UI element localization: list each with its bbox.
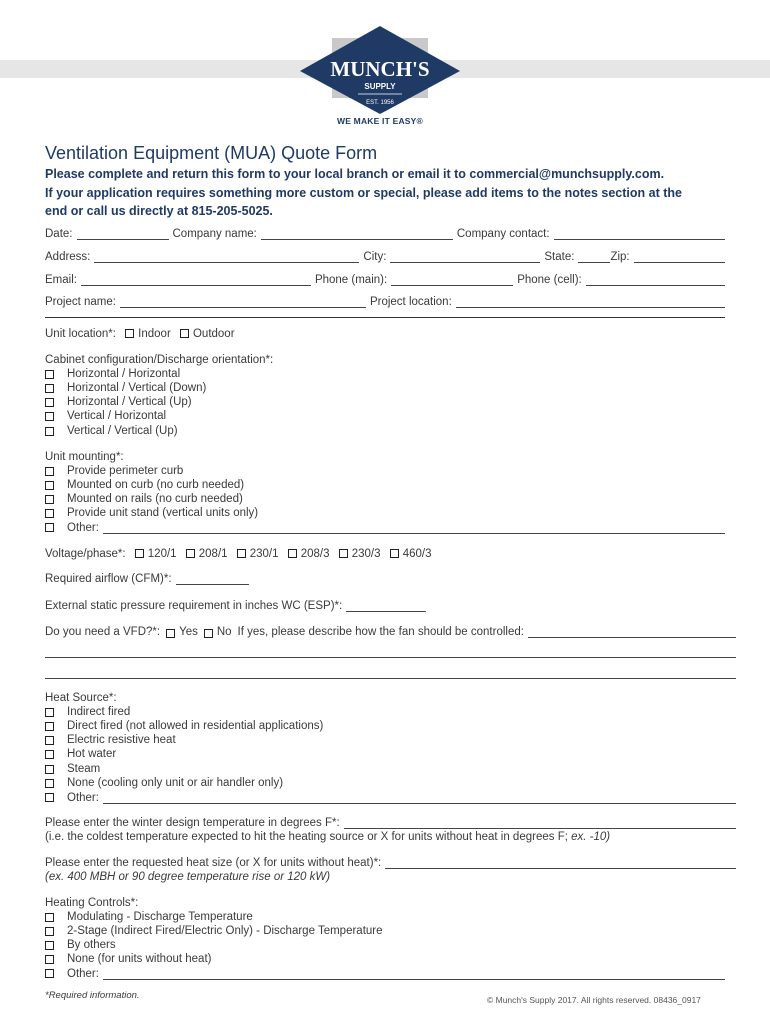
checkbox[interactable] — [45, 941, 54, 950]
project-name-label: Project name: — [45, 296, 116, 308]
state-label: State: — [544, 251, 575, 263]
vfd-describe-field[interactable] — [528, 625, 736, 638]
city-field[interactable] — [390, 250, 540, 263]
checkbox[interactable] — [45, 750, 54, 759]
voltage-row — [45, 548, 431, 560]
heat-source-option — [45, 748, 116, 760]
checkbox[interactable] — [45, 793, 54, 802]
phone-main-label: Phone (main): — [314, 274, 388, 286]
project-location-label: Project location: — [369, 296, 452, 308]
checkbox[interactable] — [45, 779, 54, 788]
cabinet-option — [45, 368, 180, 380]
company-logo — [298, 24, 462, 132]
email-field[interactable] — [81, 273, 311, 286]
heating-controls-option — [45, 939, 116, 951]
zip-field[interactable] — [634, 250, 725, 263]
heat-source-option — [45, 777, 283, 789]
intro-line: end or call us directly at 815-205-5025. — [45, 204, 273, 218]
esp-label: External static pressure requirement in inches WC (ESP)*: — [45, 600, 343, 612]
contact-row-2 — [45, 247, 725, 263]
cabinet-label: Cabinet configuration/Discharge orientation*: — [45, 354, 274, 366]
vfd-row — [45, 625, 736, 638]
tagline: WE MAKE IT EASY® — [337, 116, 423, 126]
vfd-notes-line[interactable] — [45, 657, 736, 658]
voltage-label: Voltage/phase*: — [45, 548, 126, 560]
intro-line: If your application requires something more custom or special, please add items to the notes section at the — [45, 185, 682, 200]
checkbox[interactable] — [45, 384, 54, 393]
checkbox[interactable] — [45, 736, 54, 745]
voltage-option: 230/3 — [351, 548, 381, 560]
checkbox[interactable] — [45, 412, 54, 421]
cabinet-option — [45, 410, 166, 422]
heat-size-note: (ex. 400 MBH or 90 degree temperature rise or 120 kW) — [45, 871, 331, 883]
cabinet-option — [45, 382, 206, 394]
option-label: Modulating - Discharge Temperature — [67, 911, 253, 923]
option-label: 2-Stage (Indirect Fired/Electric Only) - Discharge Temperature — [67, 925, 383, 937]
cabinet-option — [45, 425, 178, 437]
phone-cell-field[interactable] — [586, 273, 725, 286]
checkbox[interactable] — [45, 722, 54, 731]
voltage-option: 208/1 — [198, 548, 228, 560]
checkbox[interactable] — [45, 481, 54, 490]
checkbox[interactable] — [45, 495, 54, 504]
airflow-row — [45, 572, 249, 585]
option-label: Vertical / Horizontal — [67, 410, 167, 422]
cabinet-option — [45, 396, 192, 408]
heating-controls-option — [45, 953, 211, 965]
heat-size-label: Please enter the requested heat size (or X for units without heat)*: — [45, 857, 382, 869]
heat-source-option — [45, 763, 100, 775]
airflow-label: Required airflow (CFM)*: — [45, 573, 172, 585]
intro-line: Please complete and return this form to your local branch or email it to commercial@munchsupply.com. — [45, 167, 665, 181]
winter-temp-field[interactable] — [344, 816, 736, 829]
vfd-yes-label: Yes — [179, 626, 198, 638]
heat-size-field[interactable] — [385, 856, 736, 869]
checkbox[interactable] — [45, 398, 54, 407]
heating-controls-other-option — [45, 967, 725, 980]
zip-label: Zip: — [610, 251, 630, 263]
esp-row — [45, 599, 426, 612]
logo-established: EST. 1956 — [366, 100, 394, 106]
indoor-checkbox[interactable] — [125, 329, 134, 338]
city-label: City: — [363, 251, 387, 263]
heat-source-label: Heat Source*: — [45, 692, 117, 704]
address-label: Address: — [45, 251, 91, 263]
heating-controls-option — [45, 925, 383, 937]
winter-temp-label: Please enter the winter design temperature in degrees F*: — [45, 817, 340, 829]
heat-size-row — [45, 856, 736, 869]
heat-source-option — [45, 706, 130, 718]
checkbox[interactable] — [45, 467, 54, 476]
company-contact-field[interactable] — [554, 227, 725, 240]
option-label: Hot water — [67, 748, 117, 760]
copyright: © Munch's Supply 2017. All rights reserved. 08436_0917 — [487, 995, 701, 1005]
heating-controls-other-field[interactable] — [103, 967, 725, 980]
option-label: None (for units without heat) — [67, 953, 212, 965]
esp-field[interactable] — [346, 599, 426, 612]
heat-source-other-option — [45, 791, 736, 804]
option-label: Provide perimeter curb — [67, 465, 184, 477]
option-label: Mounted on rails (no curb needed) — [67, 493, 243, 505]
option-label: By others — [67, 939, 116, 951]
option-label: Steam — [67, 763, 101, 775]
checkbox[interactable] — [237, 549, 246, 558]
checkbox[interactable] — [45, 370, 54, 379]
winter-temp-note-text: (i.e. the coldest temperature expected to hit the heating source or X for units without heat in degrees F; — [45, 831, 568, 843]
project-name-field[interactable] — [120, 295, 366, 308]
logo-subword: SUPPLY — [364, 82, 396, 91]
option-label: Indirect fired — [67, 706, 131, 718]
mounting-other-option — [45, 521, 725, 534]
checkbox[interactable] — [45, 427, 54, 436]
company-name-label: Company name: — [172, 228, 257, 240]
winter-temp-note-example: ex. -10) — [567, 831, 611, 843]
option-label: Provide unit stand (vertical units only) — [67, 507, 259, 519]
mounting-option — [45, 479, 244, 491]
vfd-notes-line[interactable] — [45, 678, 736, 679]
address-field[interactable] — [94, 250, 359, 263]
voltage-option: 120/1 — [147, 548, 177, 560]
company-name-field[interactable] — [261, 227, 453, 240]
checkbox[interactable] — [45, 523, 54, 532]
required-note: *Required information. — [45, 990, 140, 1001]
section-divider — [45, 317, 725, 318]
checkbox[interactable] — [45, 913, 54, 922]
contact-row-4 — [45, 292, 725, 308]
checkbox[interactable] — [390, 549, 399, 558]
voltage-option: 460/3 — [402, 548, 432, 560]
email-label: Email: — [45, 274, 77, 286]
voltage-option: 208/3 — [300, 548, 330, 560]
heat-source-other-field[interactable] — [103, 791, 736, 804]
option-label: Electric resistive heat — [67, 734, 176, 746]
option-label: Horizontal / Vertical (Down) — [67, 382, 207, 394]
date-field[interactable] — [77, 227, 169, 240]
logo-wordmark: MUNCH'S — [330, 57, 430, 81]
mounting-label: Unit mounting*: — [45, 451, 124, 463]
checkbox[interactable] — [339, 549, 348, 558]
vfd-describe-label: If yes, please describe how the fan should be controlled: — [237, 626, 524, 638]
checkbox[interactable] — [45, 708, 54, 717]
option-label: Vertical / Vertical (Up) — [67, 425, 178, 437]
project-location-field[interactable] — [456, 295, 725, 308]
vfd-no-checkbox[interactable] — [204, 629, 213, 638]
winter-temp-row — [45, 816, 736, 829]
mounting-other-field[interactable] — [103, 521, 725, 534]
checkbox[interactable] — [135, 549, 144, 558]
unit-location-row — [45, 328, 235, 340]
state-field[interactable] — [578, 250, 610, 263]
outdoor-checkbox[interactable] — [180, 329, 189, 338]
airflow-field[interactable] — [176, 572, 249, 585]
mounting-option — [45, 493, 243, 505]
date-label: Date: — [45, 228, 73, 240]
mounting-option — [45, 507, 258, 519]
indoor-label: Indoor — [138, 328, 171, 340]
mounting-option — [45, 465, 183, 477]
phone-cell-label: Phone (cell): — [517, 274, 582, 286]
heat-source-option — [45, 734, 176, 746]
vfd-label: Do you need a VFD?*: — [45, 626, 161, 638]
outdoor-label: Outdoor — [192, 328, 235, 340]
heating-controls-option — [45, 911, 253, 923]
form-intro — [45, 165, 735, 221]
winter-temp-note — [45, 831, 610, 843]
option-label: Other: — [67, 521, 99, 534]
option-label: None (cooling only unit or air handler only) — [67, 777, 284, 789]
option-label: Horizontal / Horizontal — [67, 368, 181, 380]
contact-row-1 — [45, 224, 725, 240]
checkbox[interactable] — [45, 765, 54, 774]
voltage-option: 230/1 — [249, 548, 279, 560]
checkbox[interactable] — [45, 509, 54, 518]
logo-diamond-icon — [298, 24, 462, 116]
checkbox[interactable] — [288, 549, 297, 558]
phone-main-field[interactable] — [391, 273, 513, 286]
vfd-yes-checkbox[interactable] — [166, 629, 175, 638]
vfd-no-label: No — [216, 626, 232, 638]
option-label: Other: — [67, 791, 99, 804]
heat-source-option — [45, 720, 323, 732]
checkbox[interactable] — [45, 969, 54, 978]
unit-location-label: Unit location*: — [45, 328, 116, 340]
option-label: Mounted on curb (no curb needed) — [67, 479, 245, 491]
option-label: Other: — [67, 967, 99, 980]
heating-controls-label: Heating Controls*: — [45, 897, 139, 909]
checkbox[interactable] — [45, 955, 54, 964]
form-title: Ventilation Equipment (MUA) Quote Form — [45, 143, 378, 163]
option-label: Horizontal / Vertical (Up) — [67, 396, 192, 408]
checkbox[interactable] — [45, 927, 54, 936]
checkbox[interactable] — [186, 549, 195, 558]
company-contact-label: Company contact: — [456, 228, 550, 240]
option-label: Direct fired (not allowed in residential applications) — [67, 720, 324, 732]
contact-row-3 — [45, 270, 725, 286]
